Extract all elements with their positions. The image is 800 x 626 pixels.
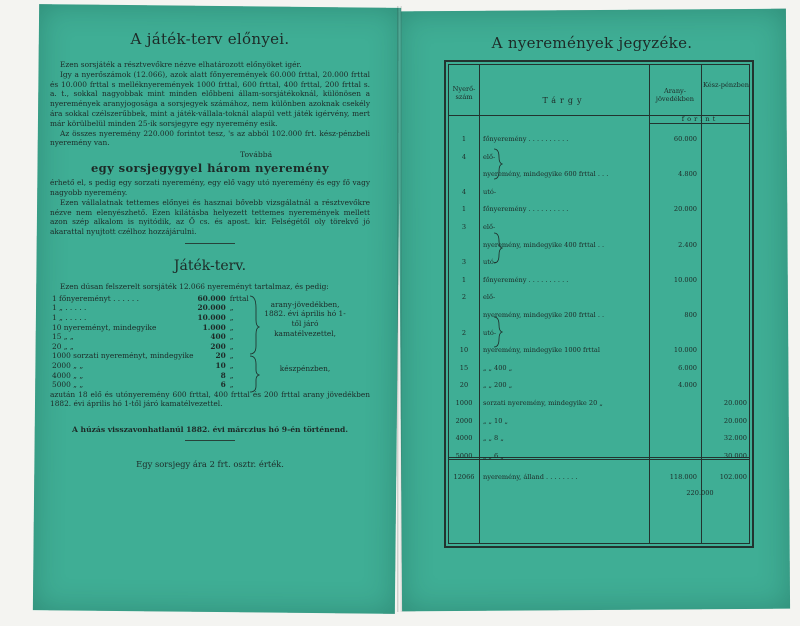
- prize-cell-t: utó-: [483, 258, 497, 267]
- plan-row: [50, 371, 251, 381]
- advantages-title: A játék-terv előnyei.: [130, 30, 290, 48]
- plan-value: 6: [220, 380, 226, 390]
- advantages-paragraph-3: érhető el, s pedig egy sorzati nyeremény, egy elő vagy utó nyeremény és egy fő vagy nagyobb nyeremény.: [50, 178, 370, 197]
- prize-cell-n: 4: [461, 152, 467, 161]
- prize-cell-a: 60.000: [673, 135, 697, 143]
- header-forint: forint: [681, 115, 719, 123]
- ticket-price: Egy sorsjegy ára 2 frt. osztr. érték.: [136, 459, 284, 470]
- prize-cell-a: 6.000: [678, 363, 697, 372]
- prize-cell-t: „ „ 10 „: [483, 416, 508, 425]
- plan-unit: „: [229, 351, 234, 361]
- page-fold: [397, 6, 402, 612]
- plan-value: 20: [215, 351, 226, 361]
- plan-unit: „: [229, 360, 234, 370]
- prize-cell-n: 1: [461, 135, 467, 143]
- total-row: [449, 473, 751, 485]
- prize-cell-t: „ „ 400 „: [483, 363, 513, 372]
- prize-cell-t: utó-: [483, 187, 497, 196]
- plan-value: 400: [210, 332, 226, 342]
- plan-row: [50, 351, 251, 361]
- prize-cell-n: 3: [461, 223, 467, 231]
- plan-value: 8: [220, 370, 226, 380]
- plan-unit: „: [229, 370, 234, 380]
- prize-cell-t: „ „ 8 „: [483, 434, 504, 443]
- forint-divider: [649, 123, 749, 124]
- prize-braces-icon: [493, 147, 503, 447]
- plan-label: 20 „ „: [52, 341, 74, 351]
- plan-unit: „: [229, 312, 234, 322]
- plan-label: 1000 sorzati nyereményt, mindegyike: [52, 351, 194, 361]
- prize-cell-k: 20.000: [723, 399, 747, 407]
- prize-cell-n: 1: [461, 205, 467, 214]
- plan-row: [50, 342, 251, 352]
- plan-row: [50, 380, 251, 390]
- plan-value: 10: [215, 360, 226, 370]
- prize-cell-t: nyeremény, mindegyike 400 frttal . .: [483, 240, 605, 249]
- plan-label: 1 főnyereményt . . . . . .: [52, 293, 139, 303]
- prize-cell-a: 4.000: [678, 381, 697, 390]
- prize-cell-t: nyeremény, mindegyike 200 frttal . .: [483, 311, 605, 319]
- prize-cell-n: 15: [459, 363, 469, 372]
- total-nyeroszam: 12066: [453, 473, 475, 481]
- plan-footer: azután 18 elő és utónyeremény 600 frttal, 400 frttal és 200 frttal arany jövedékben 1882. évi április hó 1-től járó kamatélvezettel.: [50, 389, 370, 409]
- prize-cell-t: elő-: [483, 223, 496, 231]
- prize-cell-t: nyeremény, mindegyike 600 frttal . . .: [483, 170, 609, 179]
- prize-cell-n: 3: [461, 258, 467, 267]
- prize-cell-t: „ „ 6 „: [483, 451, 504, 460]
- section-divider: [185, 243, 235, 244]
- header-nyeroszam: Nyerő-szám: [452, 85, 476, 101]
- prize-table-inner: [448, 64, 750, 544]
- prize-cell-n: 1: [461, 275, 467, 284]
- prize-cell-n: 20: [459, 381, 469, 390]
- plan-cash-note: készpénzben,: [279, 363, 331, 373]
- plan-row: [50, 303, 251, 313]
- prize-cell-n: 5000: [455, 451, 473, 460]
- prize-cell-a: 4.800: [678, 170, 697, 179]
- prize-cell-a: 2.400: [678, 240, 697, 249]
- plan-unit: „: [229, 322, 234, 332]
- prize-cell-t: főnyeremény . . . . . . . . . .: [483, 275, 569, 284]
- prize-row: [449, 452, 751, 464]
- plan-brace-icon: [248, 294, 260, 394]
- plan-value: 20.000: [197, 303, 226, 313]
- header-targy: Tárgy: [542, 96, 586, 105]
- plan-table-wrap: [50, 294, 370, 390]
- tovabba-label: Továbbá: [240, 150, 273, 160]
- plan-row: [50, 332, 251, 342]
- prize-cell-t: főnyeremény . . . . . . . . . .: [483, 135, 569, 143]
- draw-date: A húzás visszavonhatlanúl 1882. évi márczius hó 9-én történend.: [72, 425, 348, 435]
- prize-list-title: A nyeremények jegyzéke.: [491, 34, 693, 52]
- plan-label: 1 „ . . . . .: [52, 312, 87, 322]
- left-page-content: [50, 30, 370, 469]
- prize-row: [449, 135, 751, 147]
- prize-cell-n: 4: [461, 187, 467, 196]
- prize-cell-a: 10.000: [673, 346, 697, 355]
- plan-intro: Ezen dúsan felszerelt sorsjáték 12.066 nyereményt tartalmaz, és pedig:: [60, 281, 329, 291]
- prize-cell-a: 800: [684, 311, 697, 319]
- prize-cell-n: 2: [461, 328, 467, 337]
- plan-label: 1 „ . . . . .: [52, 303, 87, 313]
- plan-row: [50, 323, 251, 333]
- prize-cell-n: 10: [459, 346, 469, 355]
- advantages-paragraph-1: Igy a nyerőszámok (12.066), azok alatt főnyeremények 60.000 frttal, 20.000 frttal és 10.000 frttal s melléknyeremények 1000 frttal, 600 frttal, 400 frttal, 200 frttal s. a. t., sokkal nagyobbak mint minden előbbeni állam-sorsjátékoknál, különösen a nyeremények aranyjogosága a sorsjegyek számához, nem különben azoknak csekély ára sokkal czélszerűbbek, mint a játék-vállala-toknál alapúl vett játék igérvény, mert már körülbelül minden 25-ik sorsjegyre egy nyeremény esik.: [50, 69, 370, 128]
- prize-cell-t: főnyeremény . . . . . . . . . .: [483, 205, 569, 214]
- plan-row: [50, 294, 251, 304]
- plan-unit: „: [229, 332, 234, 342]
- prize-cell-k: 30.000: [723, 451, 747, 460]
- prize-cell-t: elő-: [483, 152, 496, 161]
- grand-total-row: [449, 489, 751, 501]
- plan-unit: frttal: [229, 293, 249, 303]
- plan-label: 10 nyereményt, mindegyike: [52, 322, 157, 332]
- advantages-intro: Ezen sorsjáték a résztvevőkre nézve elhatározott előnyöket igér.: [60, 60, 302, 69]
- prize-table: [444, 60, 754, 548]
- advantages-paragraph-4: Ezen vállalatnak tettemes előnyei és hasznai bővebb vizsgálatnál a résztvevőkre nézve nem elenyészhető. Ezen kilátásba helyezett tettemes nyeremények mellett azon szép alkalom is nyitódik, az Ő cs. és apost. kir. Felségétől oly törekvő jó akarattal nyujtott czélhoz hozzájárulni.: [50, 197, 370, 237]
- plan-unit: „: [229, 380, 234, 390]
- header-keszpenz: Kész-pénzben: [703, 81, 749, 89]
- plan-label: 4000 „ „: [52, 370, 84, 380]
- plan-title: Játék-terv.: [173, 257, 247, 274]
- plan-unit: „: [229, 341, 234, 351]
- total-targy: nyeremény, álland . . . . . . . .: [483, 473, 578, 481]
- three-prizes-heading: egy sorsjegygyel három nyeremény: [90, 161, 330, 176]
- prize-cell-t: „ „ 200 „: [483, 381, 513, 390]
- prize-cell-n: 2: [461, 293, 467, 302]
- total-arany: 118.000: [669, 473, 697, 481]
- prize-cell-k: 32.000: [723, 434, 747, 443]
- prize-cell-a: 20.000: [673, 205, 697, 214]
- plan-value: 200: [210, 341, 226, 351]
- prize-cell-n: 1000: [455, 399, 473, 407]
- grand-total: 220.000: [686, 489, 714, 497]
- prize-cell-t: nyeremény, mindegyike 1000 frttal: [483, 346, 600, 355]
- plan-unit: „: [229, 303, 234, 313]
- section-divider-2: [185, 440, 235, 441]
- prize-cell-t: utó-: [483, 328, 497, 337]
- prize-cell-n: 4000: [455, 434, 473, 443]
- plan-table: [50, 294, 251, 390]
- plan-row: [50, 313, 251, 323]
- plan-label: 15 „ „: [52, 332, 74, 342]
- prize-cell-t: sorzati nyeremény, mindegyike 20 „: [483, 399, 603, 407]
- plan-value: 10.000: [197, 312, 226, 322]
- plan-row: [50, 361, 251, 371]
- prize-cell-k: 20.000: [723, 416, 747, 425]
- prize-cell-t: elő-: [483, 293, 496, 302]
- header-arany: Arany-jövedékben: [655, 87, 695, 103]
- plan-value: 60.000: [197, 293, 226, 303]
- prize-cell-a: 10.000: [673, 275, 697, 284]
- plan-value: 1.000: [202, 322, 226, 332]
- plan-label: 2000 „ „: [52, 360, 84, 370]
- prize-cell-n: 2000: [455, 416, 473, 425]
- plan-label: 5000 „ „: [52, 380, 84, 390]
- total-keszpenz: 102.000: [719, 473, 747, 481]
- advantages-paragraph-2: Az összes nyeremény 220.000 forintot tesz, 's az abból 102.000 frt. kész-pénzbeli nyeremény van.: [50, 128, 370, 148]
- plan-gold-note: arany-jövedékben, 1882. évi április hó 1-től járó kamatélvezettel,: [264, 299, 346, 338]
